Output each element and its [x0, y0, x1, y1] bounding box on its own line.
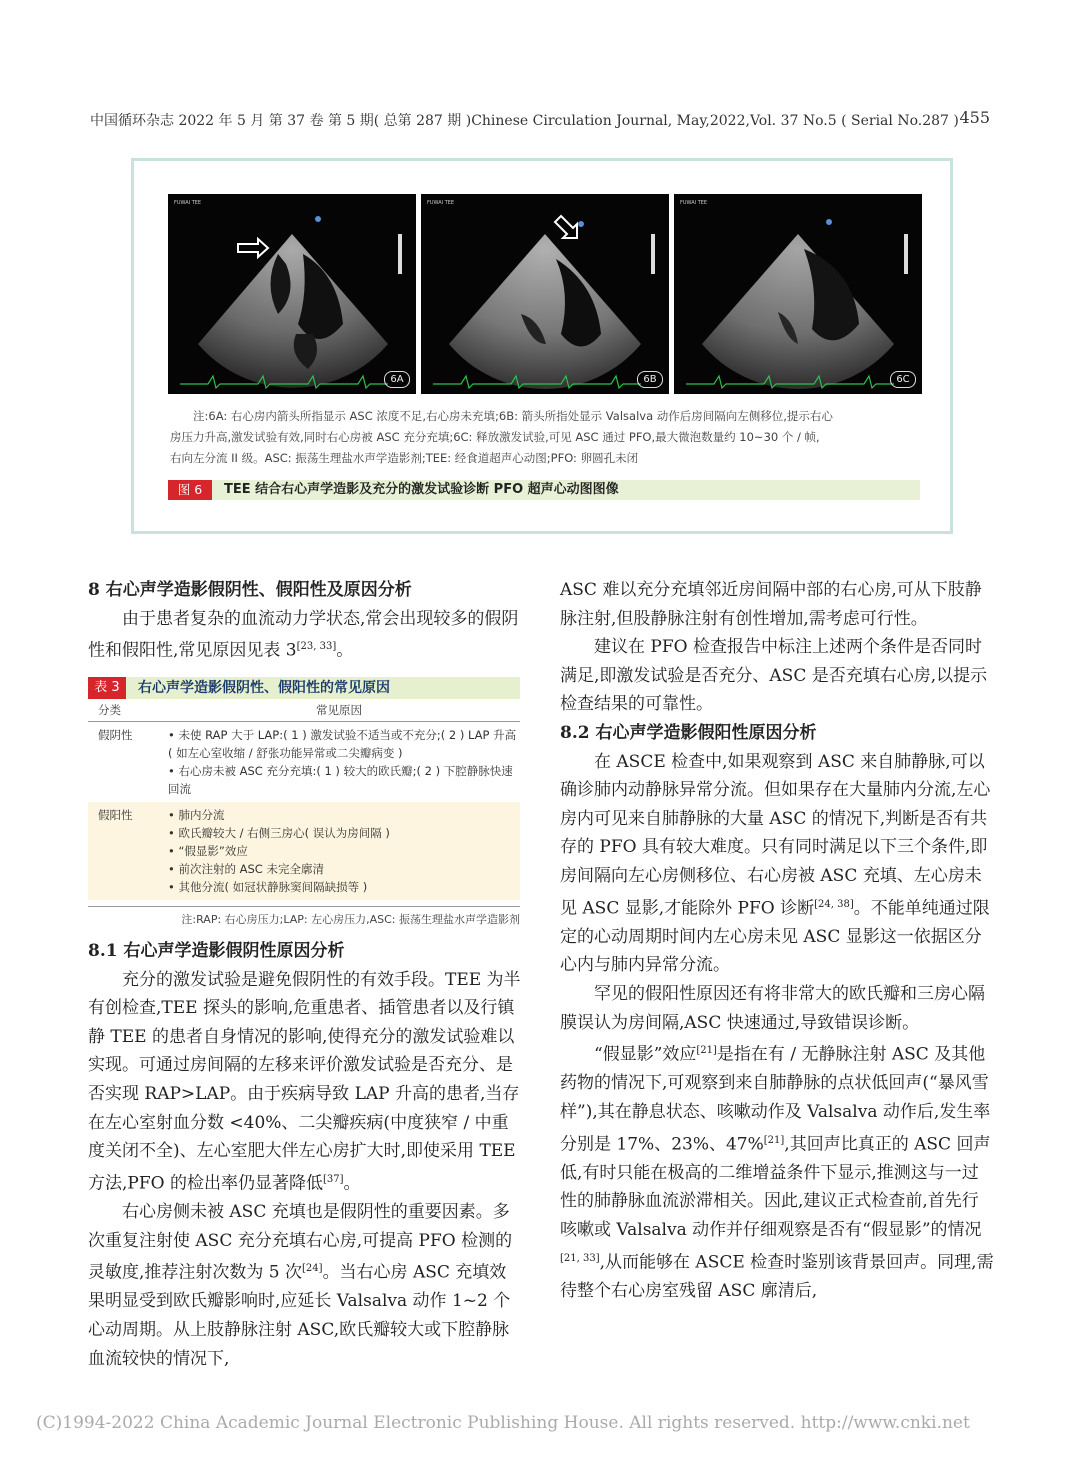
paragraph: 罕见的假阳性原因还有将非常大的欧氏瓣和三房心隔膜误认为房间隔,ASC 快速通过,导致错误诊断。	[560, 983, 985, 1033]
paragraph: ASC 难以充分充填邻近房间隔中部的右心房,可从下肢静脉注射,但股静脉注射有创性增加,需考虑可行性。	[560, 580, 982, 629]
left-column-top	[88, 576, 521, 665]
paragraph: 充分的激发试验是避免假阴性的有效手段。TEE 为半有创检查,TEE 探头的影响,危重患者、插管患者以及行镇静 TEE 的患者自身情况的影响,使得充分的激发试验难以实现。可通过房间隔的左移来评价激发试验是否充分、是否实现 RAP>LAP。由于疾病导致 LAP 升高的患者,当存在左心室射血分数 <40%、二尖瓣疾病(中度狭窄 / 中重度关闭不全)、左心室肥大伴左心房扩大时,即使采用 TEE 方法,PFO 的检出率仍显著降低[37]。	[88, 969, 521, 1194]
citation: [21]	[763, 1134, 785, 1146]
table-cell-item: • 前次注射的 ASC 未完全廓清	[168, 862, 324, 876]
table-cell-category: 假阴性	[98, 728, 133, 742]
figure-title: TEE 结合右心声学造影及充分的激发试验诊断 PFO 超声心动图图像	[224, 482, 619, 497]
panel-label-a: 6A	[384, 371, 410, 388]
table-tag: 表 3	[88, 677, 126, 699]
echo-panels	[168, 194, 922, 394]
svg-text:FUWAI TEE: FUWAI TEE	[680, 200, 708, 206]
panel-label-b: 6B	[637, 371, 663, 388]
echo-panel-b	[421, 194, 669, 394]
echo-panel-a	[168, 194, 416, 394]
citation: [23, 33]	[296, 641, 337, 653]
table-cell-category: 假阳性	[98, 808, 133, 822]
section-8-2-heading: 8.2 右心声学造影假阳性原因分析	[560, 722, 817, 743]
figure-6	[131, 158, 953, 534]
citation: [21, 33]	[560, 1252, 600, 1264]
right-column	[560, 576, 994, 1305]
echo-panel-c	[674, 194, 922, 394]
section-8-paragraph: 由于患者复杂的血流动力学状态,常会出现较多的假阴性和假阳性,常见原因见表 3[23, 33]。	[88, 608, 519, 661]
table-row	[88, 802, 520, 900]
citation: [37]	[322, 1173, 344, 1185]
table-cell-item: • 其他分流( 如冠状静脉窦间隔缺损等 )	[168, 880, 368, 894]
page-number: 455	[959, 108, 990, 127]
figure-title-bar	[168, 480, 920, 500]
panel-label-c: 6C	[890, 371, 916, 388]
paragraph: 在 ASCE 检查中,如果观察到 ASC 来自肺静脉,可以确诊肺内动静脉异常分流。但如果存在大量肺内分流,左心房内可见来自肺静脉的大量 ASC 的情况下,判断是否有共存的 PFO 具有较大难度。只有同时满足以下三个条件,即房间隔向左心房侧移位、右心房被 ASC 充填、左心房未见 ASC 显影,才能除外 PFO 诊断[24, 38]。不能单纯通过限定的心动周期时间内左心房未见 ASC 显影这一依据区分心内与肺内异常分流。	[560, 751, 991, 976]
table-title-bar	[88, 677, 520, 699]
citation: [24, 38]	[814, 898, 854, 910]
journal-citation: 中国循环杂志 2022 年 5 月 第 37 卷 第 5 期( 总第 287 期 )Chinese Circulation Journal, May,2022,Vol. 37 No.5 ( Serial No.287 )	[90, 113, 959, 129]
figure-note-line: 注:6A: 右心房内箭头所指显示 ASC 浓度不足,右心房未充填;6B: 箭头所指处显示 Valsalva 动作后房间隔向左侧移位,提示右心	[193, 409, 833, 423]
copyright-footer: (C)1994-2022 China Academic Journal Electronic Publishing House. All rights reserved. http://www.cnki.net	[36, 1413, 970, 1433]
running-header	[90, 108, 990, 132]
figure-tag: 图 6	[168, 480, 212, 500]
paragraph: 建议在 PFO 检查报告中标注上述两个条件是否同时满足,即激发试验是否充分、ASC 是否充填右心房,以提示检查结果的可靠性。	[560, 637, 988, 715]
citation: [21]	[696, 1045, 717, 1057]
left-column-bottom	[88, 937, 521, 1373]
table-cell-item: • 未使 RAP 大于 LAP:( 1 ) 激发试验不适当或不充分;( 2 ) LAP 升高( 如左心室收缩 / 舒张功能异常或二尖瓣病变 )	[168, 728, 517, 760]
table-3	[88, 677, 520, 927]
table-cell-item: • 欧氏瓣较大 / 右侧三房心( 误认为房间隔 )	[168, 826, 390, 840]
table-header	[88, 699, 520, 722]
section-8-1-heading: 8.1 右心声学造影假阴性原因分析	[88, 941, 345, 961]
paragraph: 右心房侧未被 ASC 充填也是假阴性的重要因素。多次重复注射使 ASC 充分充填右心房,可提高 PFO 检测的灵敏度,推荐注射次数为 5 次[24]。当右心房 ASC 充填效果明显受到欧氏瓣影响时,应延长 Valsalva 动作 1~2 个心动周期。从上肢静脉注射 ASC,欧氏瓣较大或下腔静脉血流较快的情况下,	[88, 1202, 513, 1369]
table-cell-item: • “假显影”效应	[168, 844, 248, 858]
table-title: 右心声学造影假阴性、假阳性的常见原因	[138, 680, 390, 696]
figure-note-line: 房压力升高,激发试验有效,同时右心房被 ASC 充分充填;6C: 释放激发试验,可见 ASC 通过 PFO,最大微泡数量约 10~30 个 / 帧,	[170, 430, 820, 444]
citation: [24]	[302, 1263, 323, 1275]
section-8-heading: 8 右心声学造影假阴性、假阳性及原因分析	[88, 580, 412, 600]
figure-note	[170, 406, 925, 469]
table-cell-item: • 右心房未被 ASC 充分充填:( 1 ) 较大的欧氏瓣;( 2 ) 下腔静脉快速回流	[168, 764, 513, 796]
table-row	[88, 722, 520, 802]
table-col-header: 常见原因	[316, 703, 362, 717]
table-note: 注:RAP: 右心房压力;LAP: 左心房压力,ASC: 振荡生理盐水声学造影剂	[88, 906, 520, 927]
table-col-header: 分类	[98, 703, 121, 717]
svg-text:FUWAI TEE: FUWAI TEE	[174, 200, 202, 206]
figure-note-line: 右向左分流 II 级。ASC: 振荡生理盐水声学造影剂;TEE: 经食道超声心动图;PFO: 卵圆孔未闭	[170, 451, 639, 465]
svg-text:FUWAI TEE: FUWAI TEE	[427, 200, 455, 206]
table-cell-item: • 肺内分流	[168, 808, 225, 822]
paragraph: “假显影”效应[21]是指在有 / 无静脉注射 ASC 及其他药物的情况下,可观察到来自肺静脉的点状低回声(“暴风雪样”),其在静息状态、咳嗽动作及 Valsalva 动作后,发生率分别是 17%、23%、47%[21],其回声比真正的 ASC 回声低,有时只能在极高的二维增益条件下显示,推测这与一过性的肺静脉血流淤滞相关。因此,建议正式检查前,首先行咳嗽或 Valsalva 动作并仔细观察是否有“假显影”的情况[21, 33],从而能够在 ASCE 检查时鉴别该背景回声。同理,需待整个右心房室残留 ASC 廓清后,	[560, 1044, 994, 1301]
